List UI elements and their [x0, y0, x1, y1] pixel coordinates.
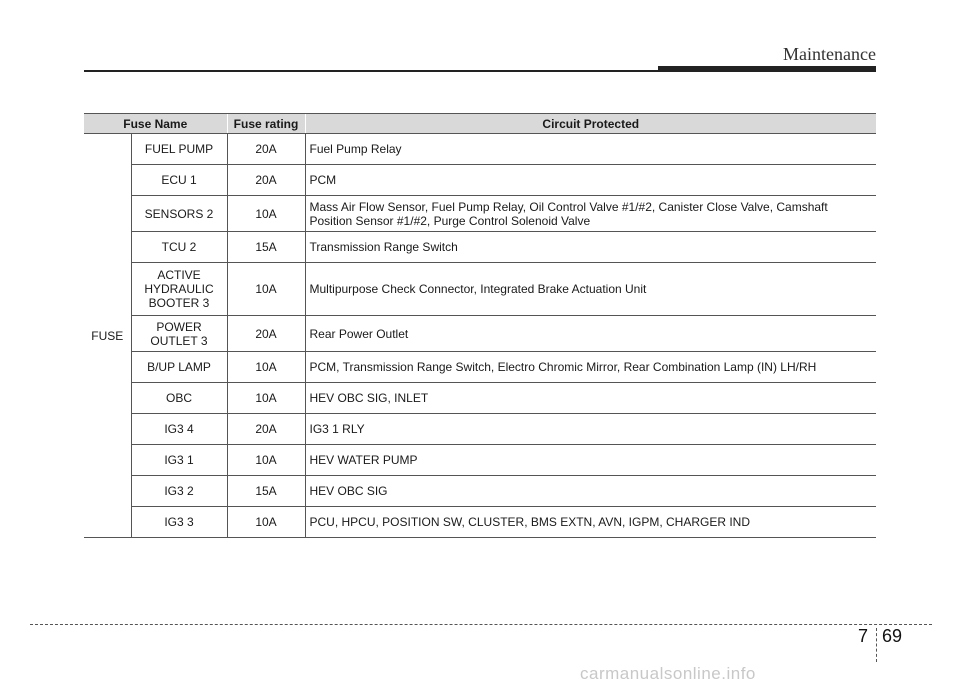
- table-row: [84, 383, 876, 414]
- circuit-protected: IG3 1 RLY: [305, 414, 876, 445]
- circuit-protected: PCM, Transmission Range Switch, Electro Chromic Mirror, Rear Combination Lamp (IN) LH/RH: [305, 352, 876, 383]
- circuit-protected: PCU, HPCU, POSITION SW, CLUSTER, BMS EXTN, AVN, IGPM, CHARGER IND: [305, 507, 876, 538]
- page-number-divider: [876, 628, 877, 662]
- fuse-name: TCU 2: [131, 232, 227, 263]
- fuse-name: OBC: [131, 383, 227, 414]
- fuse-table: [84, 113, 876, 538]
- header-rule-thick: [658, 66, 876, 72]
- watermark-text: carmanualsonline.info: [580, 664, 756, 683]
- fuse-rating: 10A: [227, 507, 305, 538]
- circuit-protected: Fuel Pump Relay: [305, 134, 876, 165]
- circuit-protected: HEV OBC SIG, INLET: [305, 383, 876, 414]
- table-row: [84, 196, 876, 232]
- table-row: [84, 263, 876, 316]
- fuse-rating: 20A: [227, 165, 305, 196]
- fuse-rating: 20A: [227, 414, 305, 445]
- footer-dashed-rule: [30, 624, 932, 625]
- column-header-circuit-protected: Circuit Protected: [305, 114, 876, 134]
- fuse-name: IG3 1: [131, 445, 227, 476]
- page-number: 69: [882, 626, 903, 646]
- fuse-rating: 15A: [227, 232, 305, 263]
- fuse-rating: 15A: [227, 476, 305, 507]
- circuit-protected: Mass Air Flow Sensor, Fuel Pump Relay, Oil Control Valve #1/#2, Canister Close Valve, Camshaft Position Sensor #1/#2, Purge Control Solenoid Valve: [305, 196, 876, 232]
- fuse-rating: 10A: [227, 383, 305, 414]
- circuit-protected: HEV OBC SIG: [305, 476, 876, 507]
- table-row: [84, 165, 876, 196]
- circuit-protected: Transmission Range Switch: [305, 232, 876, 263]
- fuse-name: ECU 1: [131, 165, 227, 196]
- fuse-rating: 10A: [227, 196, 305, 232]
- table-header-row: [84, 114, 876, 134]
- fuse-name: SENSORS 2: [131, 196, 227, 232]
- circuit-protected: Rear Power Outlet: [305, 316, 876, 352]
- fuse-rating: 10A: [227, 263, 305, 316]
- table-row: [84, 507, 876, 538]
- table-row: [84, 232, 876, 263]
- column-header-fuse-rating: Fuse rating: [227, 114, 305, 134]
- fuse-name: IG3 4: [131, 414, 227, 445]
- table-row: [84, 316, 876, 352]
- fuse-rating: 10A: [227, 352, 305, 383]
- fuse-group-label: FUSE: [84, 134, 131, 538]
- circuit-protected: PCM: [305, 165, 876, 196]
- header-rule-thin: [84, 70, 660, 72]
- table-row: [84, 445, 876, 476]
- table-row: [84, 134, 876, 165]
- table-row: [84, 352, 876, 383]
- fuse-name: POWER OUTLET 3: [131, 316, 227, 352]
- fuse-name: ACTIVE HYDRAULIC BOOTER 3: [131, 263, 227, 316]
- fuse-name: IG3 2: [131, 476, 227, 507]
- fuse-name: B/UP LAMP: [131, 352, 227, 383]
- fuse-name: IG3 3: [131, 507, 227, 538]
- page-header-title: Maintenance: [783, 44, 876, 64]
- fuse-rating: 10A: [227, 445, 305, 476]
- fuse-name: FUEL PUMP: [131, 134, 227, 165]
- circuit-protected: Multipurpose Check Connector, Integrated Brake Actuation Unit: [305, 263, 876, 316]
- table-row: [84, 476, 876, 507]
- table-row: [84, 414, 876, 445]
- fuse-rating: 20A: [227, 316, 305, 352]
- fuse-rating: 20A: [227, 134, 305, 165]
- page-chapter-number: 7: [858, 626, 869, 646]
- column-header-fuse-name: Fuse Name: [84, 114, 227, 134]
- circuit-protected: HEV WATER PUMP: [305, 445, 876, 476]
